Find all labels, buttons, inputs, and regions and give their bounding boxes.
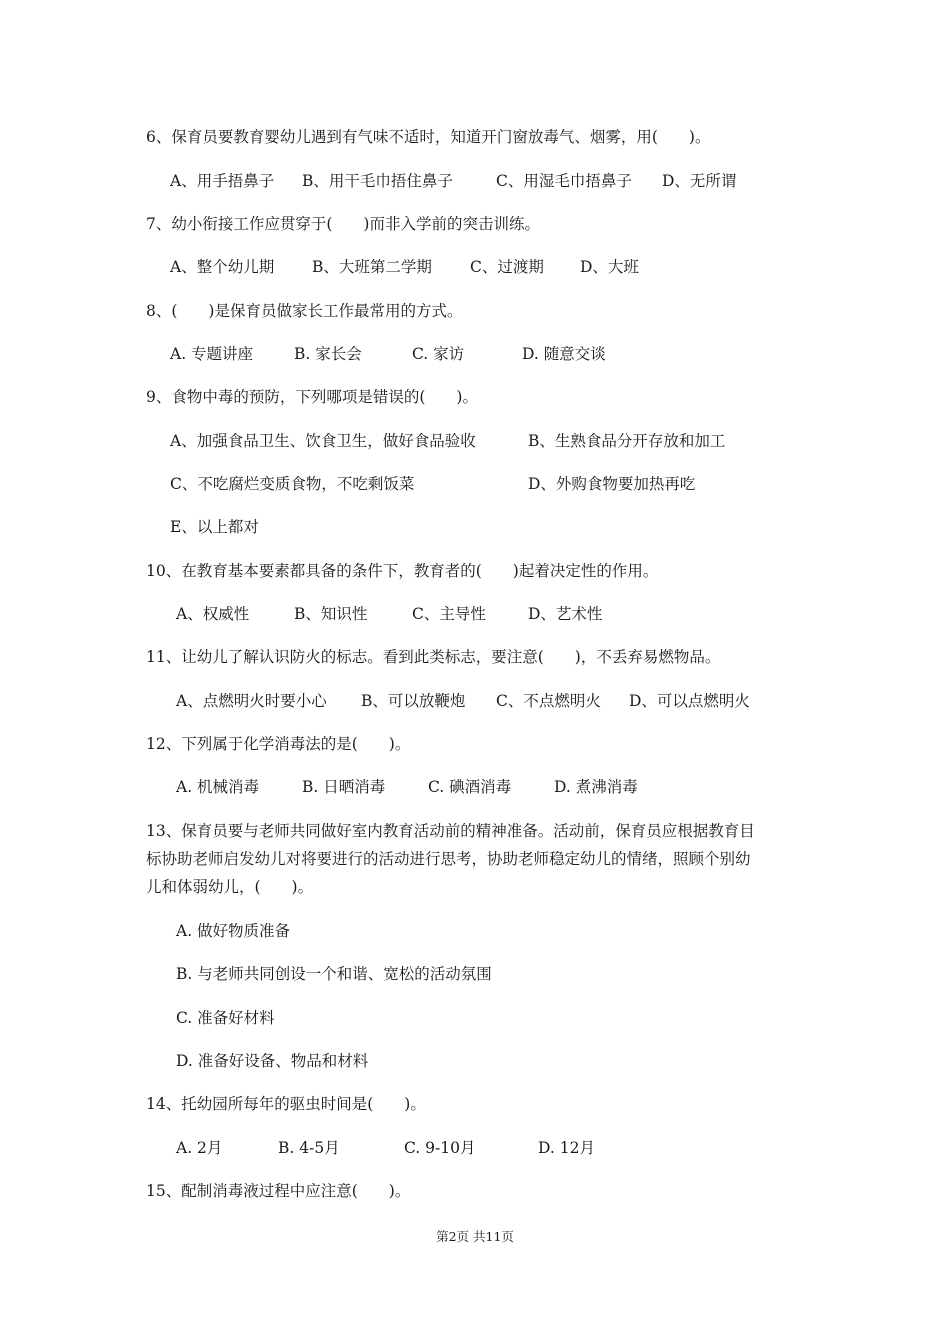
option-b: B、可以放鞭炮 bbox=[361, 692, 466, 710]
option-c: C. 准备好材料 bbox=[176, 1009, 275, 1027]
question-stem: 12、下列属于化学消毒法的是( )。 bbox=[146, 735, 411, 753]
question-stem: 15、配制消毒液过程中应注意( )。 bbox=[146, 1182, 411, 1200]
option-d: D、艺术性 bbox=[528, 605, 603, 623]
option-b: B. 日晒消毒 bbox=[302, 778, 386, 796]
option-a: A. 2月 bbox=[176, 1139, 223, 1157]
option-e: E、以上都对 bbox=[170, 518, 259, 536]
question-stem-continued: 儿和体弱幼儿，( )。 bbox=[146, 878, 314, 896]
option-d: D、无所谓 bbox=[662, 172, 737, 190]
option-d: D、外购食物要加热再吃 bbox=[528, 475, 696, 493]
question-stem: 11、让幼儿了解认识防火的标志。看到此类标志，要注意( )，不丢弃易燃物品。 bbox=[146, 648, 721, 666]
option-a: A、用手捂鼻子 bbox=[170, 172, 275, 190]
option-c: C. 碘酒消毒 bbox=[428, 778, 512, 796]
option-b: B. 与老师共同创设一个和谐、宽松的活动氛围 bbox=[176, 965, 492, 983]
option-d: D. 随意交谈 bbox=[522, 345, 606, 363]
option-a: A. 专题讲座 bbox=[170, 345, 254, 363]
option-c: C、用湿毛巾捂鼻子 bbox=[496, 172, 632, 190]
option-c: C、不吃腐烂变质食物，不吃剩饭菜 bbox=[170, 475, 415, 493]
option-b: B、生熟食品分开存放和加工 bbox=[528, 432, 726, 450]
option-a: A. 机械消毒 bbox=[176, 778, 260, 796]
option-b: B、大班第二学期 bbox=[312, 258, 432, 276]
question-stem: 14、托幼园所每年的驱虫时间是( )。 bbox=[146, 1095, 426, 1113]
option-b: B. 4-5月 bbox=[278, 1139, 340, 1157]
question-stem: 9、食物中毒的预防，下列哪项是错误的( )。 bbox=[146, 388, 478, 406]
option-d: D. 12月 bbox=[538, 1139, 595, 1157]
question-stem: 6、保育员要教育婴幼儿遇到有气味不适时，知道开门窗放毒气、烟雾，用( )。 bbox=[146, 128, 711, 146]
question-stem: 7、幼小衔接工作应贯穿于( )而非入学前的突击训练。 bbox=[146, 215, 540, 233]
option-b: B、知识性 bbox=[294, 605, 368, 623]
option-d: D. 准备好设备、物品和材料 bbox=[176, 1052, 369, 1070]
option-c: C、主导性 bbox=[412, 605, 486, 623]
option-c: C. 家访 bbox=[412, 345, 465, 363]
option-a: A、加强食品卫生、饮食卫生，做好食品验收 bbox=[170, 432, 476, 450]
page-number-footer: 第2页 共11页 bbox=[436, 1229, 514, 1244]
option-c: C、不点燃明火 bbox=[496, 692, 601, 710]
option-a: A、点燃明火时要小心 bbox=[176, 692, 327, 710]
question-stem: 10、在教育基本要素都具备的条件下，教育者的( )起着决定性的作用。 bbox=[146, 562, 659, 580]
question-stem: 8、( )是保育员做家长工作最常用的方式。 bbox=[146, 302, 463, 320]
option-d: D. 煮沸消毒 bbox=[554, 778, 638, 796]
option-d: D、大班 bbox=[580, 258, 639, 276]
option-a: A、权威性 bbox=[176, 605, 250, 623]
question-stem-continued: 标协助老师启发幼儿对将要进行的活动进行思考，协助老师稳定幼儿的情绪，照顾个别幼 bbox=[146, 850, 751, 868]
option-b: B. 家长会 bbox=[294, 345, 362, 363]
question-stem: 13、保育员要与老师共同做好室内教育活动前的精神准备。活动前，保育员应根据教育目 bbox=[146, 822, 755, 840]
option-a: A、整个幼儿期 bbox=[170, 258, 275, 276]
option-c: C、过渡期 bbox=[470, 258, 544, 276]
option-d: D、可以点燃明火 bbox=[629, 692, 750, 710]
option-b: B、用干毛巾捂住鼻子 bbox=[302, 172, 453, 190]
option-a: A. 做好物质准备 bbox=[176, 922, 291, 940]
option-c: C. 9-10月 bbox=[404, 1139, 476, 1157]
